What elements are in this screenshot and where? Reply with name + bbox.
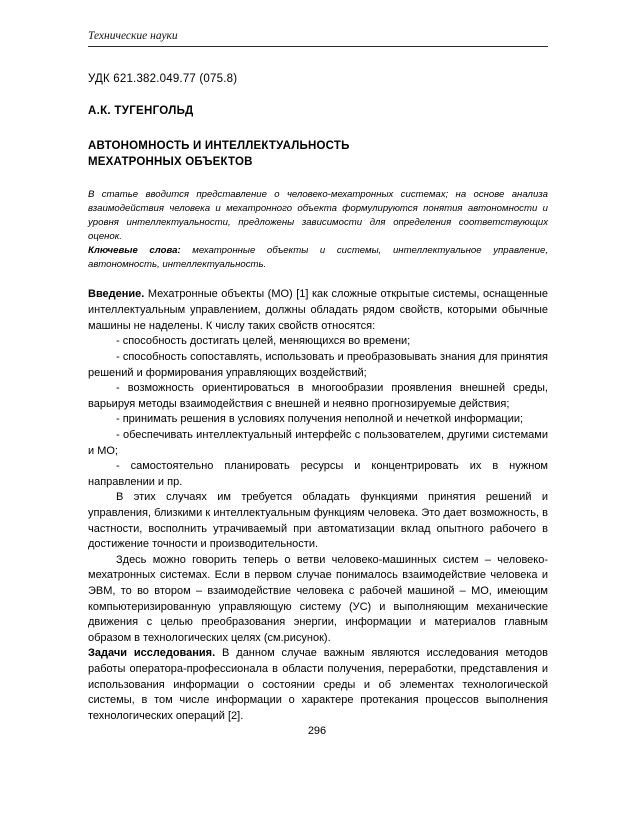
paragraph-text: - способность сопоставлять, использовать и преобразовывать знания для принятия решений и формирования управляющих воздействий; [88,350,548,379]
paragraph-text: В данном случае важным являются исследования методов работы оператора-профессионала в области получения, переработки, представления и использования информации о состоянии среды и об элементах технологической системы, в том числе информации о характере протекания процессов выполнения технологических операций [2]. [88,647,548,722]
paragraph [88,459,548,490]
paragraph [88,646,548,724]
paragraph-text: Здесь можно говорить теперь о ветви человеко-машинных систем – человеко-мехатронных системах. Если в первом случае понималось взаимодействие человека и ЭВМ, то во втором – взаимодействие человека с рабочей машиной – МО, имеющим компьютеризированную управляющую систему (УС) и выполняющим механические движения с целью преобразования энергии, информации и материалов главным образом в технологических целях (см.рисунок). [88,553,548,644]
paragraph-text: - возможность ориентироваться в многообразии проявления внешней среды, варьируя методы взаимодействия с внешней и неявно прогнозируемые действия; [88,382,548,410]
title-line-1: АВТОНОМНОСТЬ И ИНТЕЛЛЕКТУАЛЬНОСТЬ [88,140,350,152]
page-title [88,139,548,170]
abstract-text: В статье вводится представление о человеко-мехатронных системах; на основе анализа взаимодействия человека и мехатронного объекта формулируются понятия автономности и уровня интеллектуальности, предложены зависимости для определения соответствующих оценок. [88,189,548,242]
paragraph-text: - самостоятельно планировать ресурсы и концентрировать их в нужном направлении и пр. [88,460,548,488]
keywords-label: Ключевые слова: [88,244,181,256]
paragraph-text: Мехатронные объекты (МО) [1] как сложные открытые системы, оснащенные интеллектуальным управлением, должны обладать рядом свойств, которыми обычные машины не наделены. К числу таких свойств относятся: [88,288,548,332]
keywords-block [88,244,548,272]
paragraph [88,490,548,552]
header-divider [88,46,548,47]
page-content [88,0,548,725]
paragraph [88,350,548,381]
paragraph-text: - способность достигать целей, меняющихся во времени; [116,335,411,348]
keywords-list: мехатронные объекты и системы, интеллектуальное управление, автономность, интеллектуальность. [88,244,548,270]
body-text [88,287,548,724]
paragraph-text: В этих случаях им требуется обладать функциями принятия решений и управления, близкими к интеллектуальным функциям человека. Это дает возможность, в частности, восполнить утрачиваемый при автоматизации вклад опытного рабочего в достижение точности и производительности. [88,491,548,551]
paragraph [88,287,548,334]
page-number: 296 [307,725,327,737]
paragraph-text: - принимать решения в условиях получения неполной и нечеткой информации; [116,413,524,426]
paragraph-text: - обеспечивать интеллектуальный интерфейс с пользователем, другими системами и МО; [88,428,548,457]
author-name: А.К. ТУГЕНГОЛЬД [88,105,194,117]
paragraph [88,334,548,350]
paragraph [88,412,548,428]
paragraph [88,428,548,459]
paragraph [88,553,548,647]
running-head: Технические науки [88,30,178,42]
udk-code: УДК 621.382.049.77 (075.8) [88,73,238,85]
paragraph [88,381,548,412]
paragraph-lead: Задачи исследования. [88,647,216,660]
title-line-2: МЕХАТРОННЫХ ОБЪЕКТОВ [88,155,253,168]
paragraph-lead: Введение. [88,288,145,301]
